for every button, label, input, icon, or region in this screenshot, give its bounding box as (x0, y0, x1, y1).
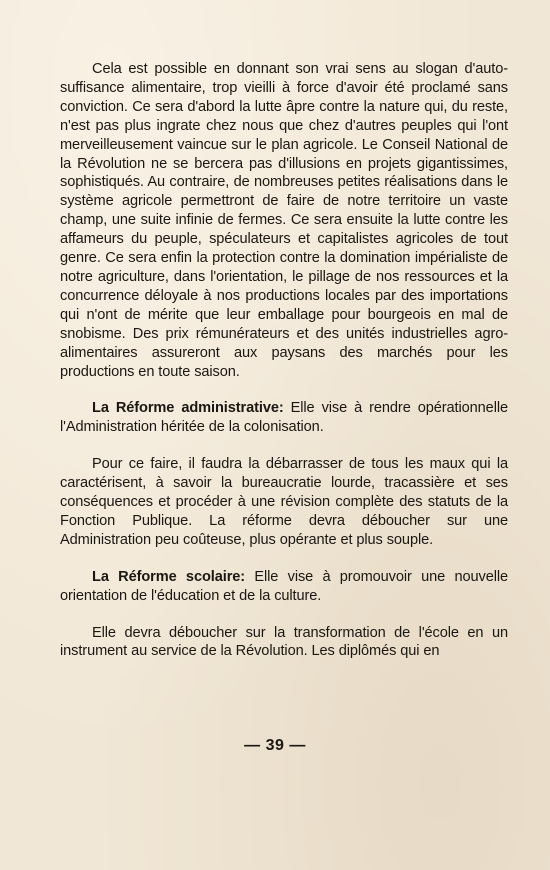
paragraph-auto-suffisance (60, 60, 508, 381)
paragraph-body: Cela est possible en donnant son vrai sens au slogan d'auto-suffisance alimentaire, trop vieilli à force d'avoir été proclamé sans conviction. Ce sera d'abord la lutte âpre contre la nature qui, du reste, n'est pas plus ingrate chez nous que chez d'autres peuples qui l'ont merveilleusement vaincue sur le plan agricole. Le Conseil National de la Révolution ne se bercera pas d'illusions en projets gigantissimes, sophistiqués. Au contraire, de nombreuses petites réalisations dans le système agricole permettront de faire de notre territoire un vaste champ, une suite infinie de fermes. Ce sera ensuite la lutte contre les affameurs du peuple, spéculateurs et capitalistes agricoles de tout genre. Ce sera enfin la protection contre la domination impérialiste de notre agriculture, dans l'orientation, le pillage de nos ressources et la concurrence déloyale à nos productions locales par des importations qui n'ont de mérite que leur emballage pour bourgeois en mal de snobisme. Des prix rémunérateurs et des unités industrielles agro-alimentaires assureront aux paysans des marchés pour les productions en toute saison. (60, 61, 508, 380)
paragraph-body: Elle vise à rendre opérationnelle l'Administration héritée de la colonisation. (60, 400, 508, 436)
text-column (60, 60, 508, 661)
paragraph-reforme-administrative (60, 399, 508, 437)
page-number: — 39 — (244, 737, 306, 754)
paragraph-body: Pour ce faire, il faudra la débarrasser de tous les maux qui la caractérisent, à savoir la bureaucratie lourde, tracassière et ses conséquences et procéder à une révision complète des statuts de la Fonction Publique. La réforme devra déboucher sur une Administration peu coûteuse, plus opérante et plus souple. (60, 456, 508, 548)
paragraph-body: Elle vise à promouvoir une nouvelle orientation de l'éducation et de la culture. (60, 568, 509, 604)
paragraph-ecole (60, 624, 508, 662)
section-heading-administrative: La Réforme administrative: (92, 400, 284, 417)
paragraph-body: Elle devra déboucher sur la transformation de l'école en un instrument au service de la Révolution. Les diplômés qui en (60, 624, 508, 660)
paragraph-fonction-publique (60, 455, 508, 550)
paragraph-reforme-scolaire (60, 568, 508, 606)
section-heading-scolaire: La Réforme scolaire: (92, 568, 246, 585)
